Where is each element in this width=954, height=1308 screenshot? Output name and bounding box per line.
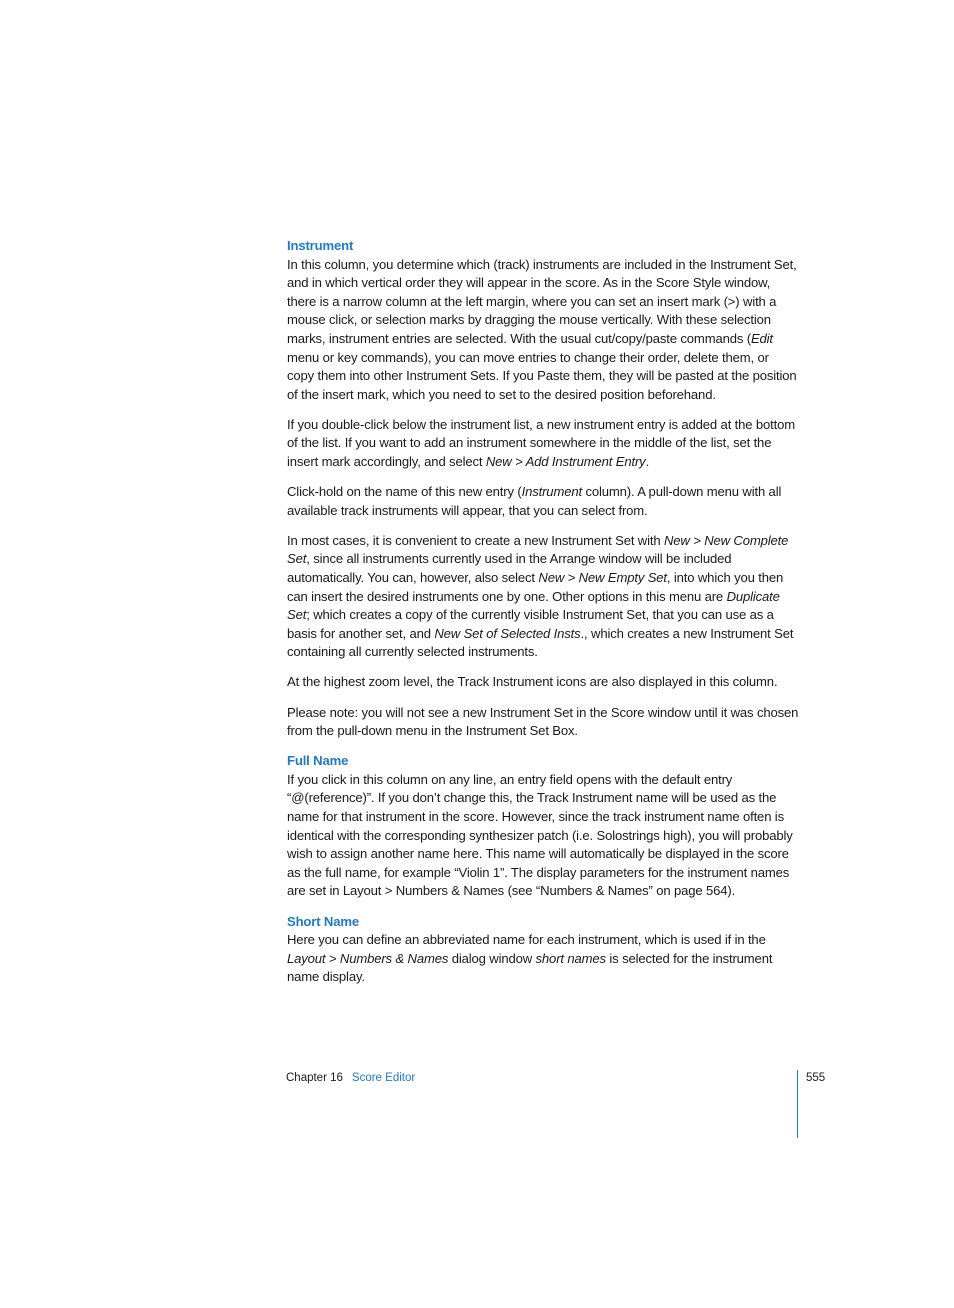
- text-run: ., which creates a new Instrument Set containing all currently selected instruments.: [287, 625, 794, 660]
- chapter-title: Score Editor: [351, 1072, 416, 1084]
- text-run: .: [645, 454, 650, 470]
- paragraph: [287, 256, 799, 405]
- text-run: Click-hold on the name of this new entry (: [287, 484, 522, 500]
- chapter-label: Chapter 16: [286, 1072, 343, 1084]
- text-run: , since all instruments currently used in the Arrange window will be included automatically. You can, however, also select: [287, 551, 732, 585]
- italic-run: New > Add Instrument Entry: [485, 454, 646, 470]
- section-heading-full-name: Full Name: [287, 753, 349, 769]
- paragraph: [287, 931, 799, 987]
- italic-run: short names: [535, 950, 606, 966]
- paragraph: [287, 532, 799, 662]
- footer-divider: [797, 1070, 798, 1138]
- italic-run: New Set of Selected Insts: [434, 625, 581, 641]
- page-content: [287, 237, 799, 998]
- page-footer: [286, 1070, 415, 1086]
- text-run: is selected for the instrument name display.: [287, 950, 773, 985]
- italic-run: Edit: [750, 330, 773, 346]
- italic-run: New > New Complete Set: [287, 532, 789, 567]
- text-run: , into which you then can insert the desired instruments one by one. Other options in this menu are: [287, 570, 784, 604]
- italic-run: Duplicate Set: [287, 588, 780, 623]
- text-run: ; which creates a copy of the currently visible Instrument Set, that you can use as a basis for another set, and: [287, 607, 774, 641]
- paragraph: At the highest zoom level, the Track Instrument icons are also displayed in this column.: [287, 674, 778, 690]
- page-number: 555: [806, 1072, 826, 1084]
- section-heading-instrument: Instrument: [287, 238, 354, 253]
- text-run: column). A pull-down menu with all available track instruments will appear, that you can select from.: [287, 484, 782, 518]
- paragraph: Please note: you will not see a new Instrument Set in the Score window until it was chosen from the pull-down menu in the Instrument Set Box.: [287, 704, 799, 739]
- italic-run: Layout > Numbers & Names: [287, 950, 449, 966]
- section-heading-short-name: Short Name: [287, 913, 359, 929]
- paragraph: If you click in this column on any line, an entry field opens with the default entry “@(reference)”. If you don’t change this, the Track Instrument name will be used as the name for that instrument in the score. However, since the track instrument name often is identical with the corresponding synthesizer patch (i.e. Solostrings high), you will probably wish to assign another name here. This name will automatically be displayed in the score as the full name, for example “Violin 1”. The display parameters for the instrument names are set in Layout > Numbers & Names (see “Numbers & Names” on page 564).: [287, 771, 793, 899]
- paragraph: [287, 483, 799, 520]
- text-run: Here you can define an abbreviated name for each instrument, which is used if in the: [287, 932, 766, 948]
- text-run: If you double-click below the instrument list, a new instrument entry is added at the bottom of the list. If you want to add an instrument somewhere in the middle of the list, set the insert mark accordingly, and select: [287, 416, 796, 470]
- paragraph: [287, 416, 799, 472]
- text-run: In this column, you determine which (track) instruments are included in the Instrument Set, and in which vertical order they will appear in the score. As in the Score Style window, there is a narrow column at the left margin, where you can set an insert mark (>) with a mouse click, or selection marks by dragging the mouse vertically. With these selection marks, instrument entries are selected. With the usual cut/copy/paste commands (: [287, 256, 797, 346]
- italic-run: Instrument: [521, 484, 582, 500]
- text-run: menu or key commands), you can move entries to change their order, delete them, or copy them into other Instrument Sets. If you Paste them, they will be pasted at the position of the insert mark, which you need to set to the desired position beforehand.: [287, 349, 797, 402]
- text-run: dialog window: [448, 950, 536, 966]
- text-run: In most cases, it is convenient to create a new Instrument Set with: [287, 532, 664, 548]
- italic-run: New > New Empty Set: [538, 570, 667, 585]
